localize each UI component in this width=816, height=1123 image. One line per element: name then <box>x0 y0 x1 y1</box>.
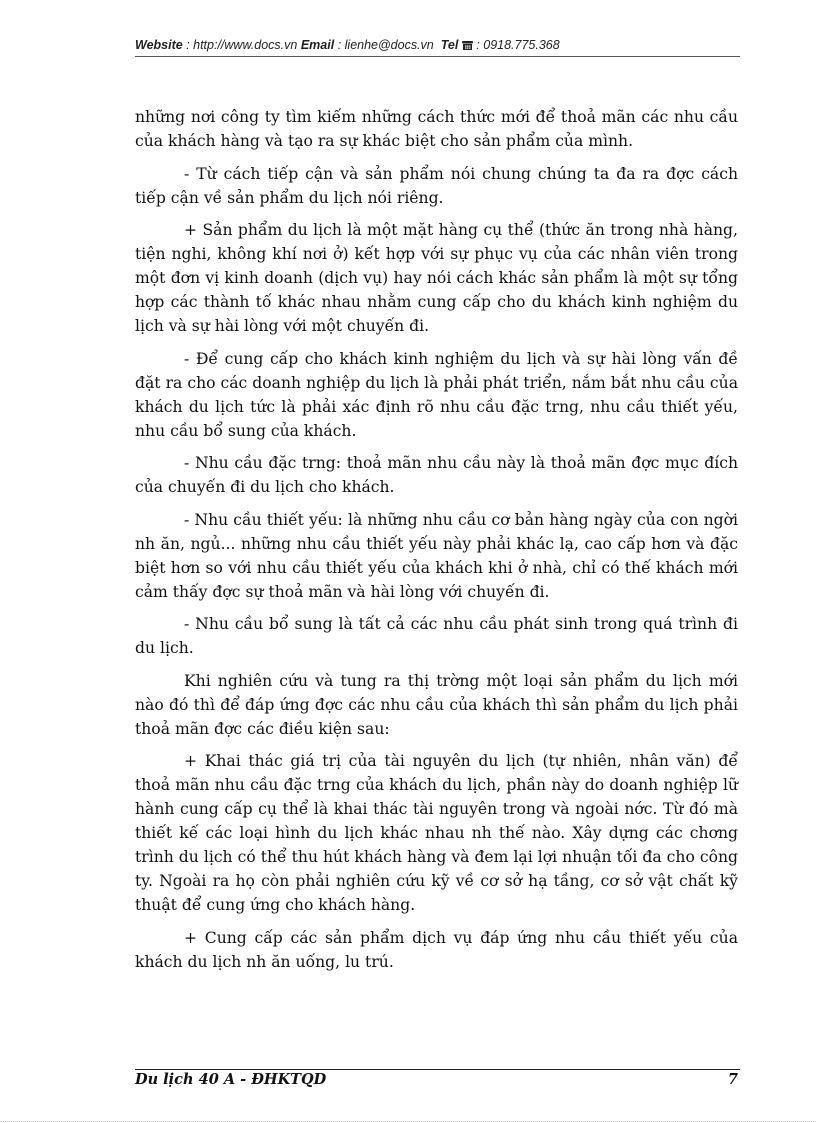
paragraph: + Khai thác giá trị của tài nguyên du lịch (tự nhiên, nhân văn) để thoả mãn nhu cầu đặc trng của khách du lịch, phần này do doanh nghiệp lữ hành cung cấp cụ thể là khai thác tài nguyên trong và ngoài nớc. Từ đó mà thiết kế các loại hình du lịch khác nhau nh thế nào. Xây dựng các chơng trình du lịch có thể thu hút khách hàng và đem lại lợi nhuận tối đa cho công ty. Ngoài ra họ còn phải nghiên cứu kỹ về cơ sở hạ tầng, cơ sở vật chất kỹ thuật để cung ứng cho khách hàng. <box>135 752 738 914</box>
email-label: Email <box>300 38 335 52</box>
footer-title: Du lịch 40 A - ĐHKTQD <box>135 1071 327 1088</box>
document-body <box>135 105 738 982</box>
paragraph: - Nhu cầu đặc trng: thoả mãn nhu cầu này là thoả mãn đợc mục đích của chuyến đi du lịch cho khách. <box>135 454 738 496</box>
paragraph: - Để cung cấp cho khách kinh nghiệm du lịch và sự hài lòng vấn đề đặt ra cho các doanh nghiệp du lịch là phải phát triển, nắm bắt nhu cầu của khách du lịch tức là phải xác định rõ nhu cầu đặc trng, nhu cầu thiết yếu, nhu cầu bổ sung của khách. <box>135 349 738 440</box>
email-value: : lienhe@docs.vn <box>337 38 434 52</box>
tel-label: Tel <box>440 38 459 52</box>
paragraph: - Nhu cầu thiết yếu: là những nhu cầu cơ bản hàng ngày của con ngời nh ăn, ngủ... những nhu cầu thiết yếu này phải khác lạ, cao cấp hơn và đặc biệt hơn so với nhu cầu thiết yếu của khách khi ở nhà, chỉ có thế khách mới cảm thấy đợc sự thoả mãn và hài lòng với chuyến đi. <box>135 510 738 601</box>
paragraph: + Sản phẩm du lịch là một mặt hàng cụ thể (thức ăn trong nhà hàng, tiện nghi, không khí nơi ở) kết hợp với sự phục vụ của các nhân viên trong một đơn vị kinh doanh (dịch vụ) hay nói cách khác sản phẩm là một sự tổng hợp các thành tố khác nhau nhằm cung cấp cho du khách kinh nghiệm du lịch và sự hài lòng với một chuyến đi. <box>135 221 738 335</box>
paragraph: những nơi công ty tìm kiếm những cách thức mới để thoả mãn các nhu cầu của khách hàng và tạo ra sự khác biệt cho sản phẩm của mình. <box>135 108 738 150</box>
paragraph: Khi nghiên cứu và tung ra thị trờng một loại sản phẩm du lịch mới nào đó thì để đáp ứng đợc các nhu cầu của khách thì sản phẩm du lịch phải thoả mãn đợc các điều kiện sau: <box>135 671 738 738</box>
tel-value: : 0918.775.368 <box>476 38 560 52</box>
phone-icon <box>462 38 476 52</box>
paragraph: - Nhu cầu bổ sung là tất cả các nhu cầu phát sinh trong quá trình đi du lịch. <box>135 615 738 657</box>
website-label: Website <box>135 38 183 52</box>
page-footer <box>135 1071 740 1088</box>
paragraph: + Cung cấp các sản phẩm dịch vụ đáp ứng nhu cầu thiết yếu của khách du lịch nh ăn uống, lu trú. <box>135 928 738 971</box>
page-header <box>135 38 740 52</box>
header-divider <box>135 56 740 57</box>
paragraph: - Từ cách tiếp cận và sản phẩm nói chung chúng ta đa ra đợc cách tiếp cận về sản phẩm du lịch nói riêng. <box>135 164 738 207</box>
footer-divider <box>135 1069 740 1070</box>
page-bottom-border <box>0 1121 816 1122</box>
page-number: 7 <box>727 1071 738 1088</box>
website-value: : http://www.docs.vn <box>186 38 298 52</box>
